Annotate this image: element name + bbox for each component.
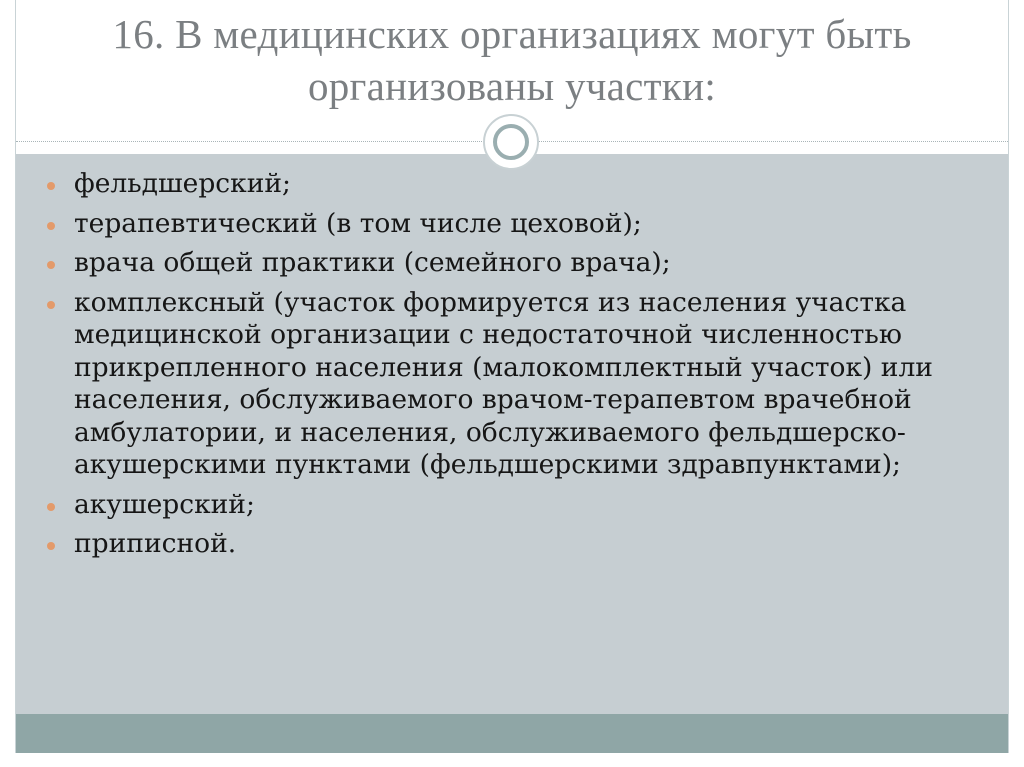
list-item-text: акушерский; xyxy=(74,488,255,520)
bullet-list xyxy=(44,168,964,568)
list-item-text: приписной. xyxy=(74,528,237,559)
bullet-dot-icon xyxy=(47,503,55,511)
bullet-dot-icon xyxy=(47,261,55,269)
list-item xyxy=(44,287,964,482)
list-item-text: терапевтический (в том числе цеховой); xyxy=(74,207,642,239)
bullet-dot-icon xyxy=(47,301,55,309)
circle-ornament-inner xyxy=(493,124,529,160)
list-item-text: врача общей практики (семейного врача); xyxy=(74,247,671,278)
list-item xyxy=(44,489,964,522)
bullet-dot-icon xyxy=(47,542,55,550)
bottom-band xyxy=(16,714,1008,753)
slide-title: 16. В медицинских организациях могут быть организованы участки: xyxy=(112,11,912,109)
list-item xyxy=(44,168,964,201)
list-item xyxy=(44,208,964,241)
list-item-text: комплексный (участок формируется из населения участка медицинской организации с недостаточной численностью прикрепленного населения (малокомплектный участок) или населения, обслуживаемого врачом-терапевтом врачебной амбулатории, и населения, обслуживаемого фельдшерско-акушерскими пунктами (фельдшерскими здравпунктами); xyxy=(74,286,933,480)
circle-ornament-icon xyxy=(483,114,539,170)
list-item xyxy=(44,247,964,280)
list-item-text: фельдшерский; xyxy=(74,168,291,199)
bullet-dot-icon xyxy=(47,222,55,230)
bullet-dot-icon xyxy=(47,182,55,190)
list-item xyxy=(44,528,964,561)
